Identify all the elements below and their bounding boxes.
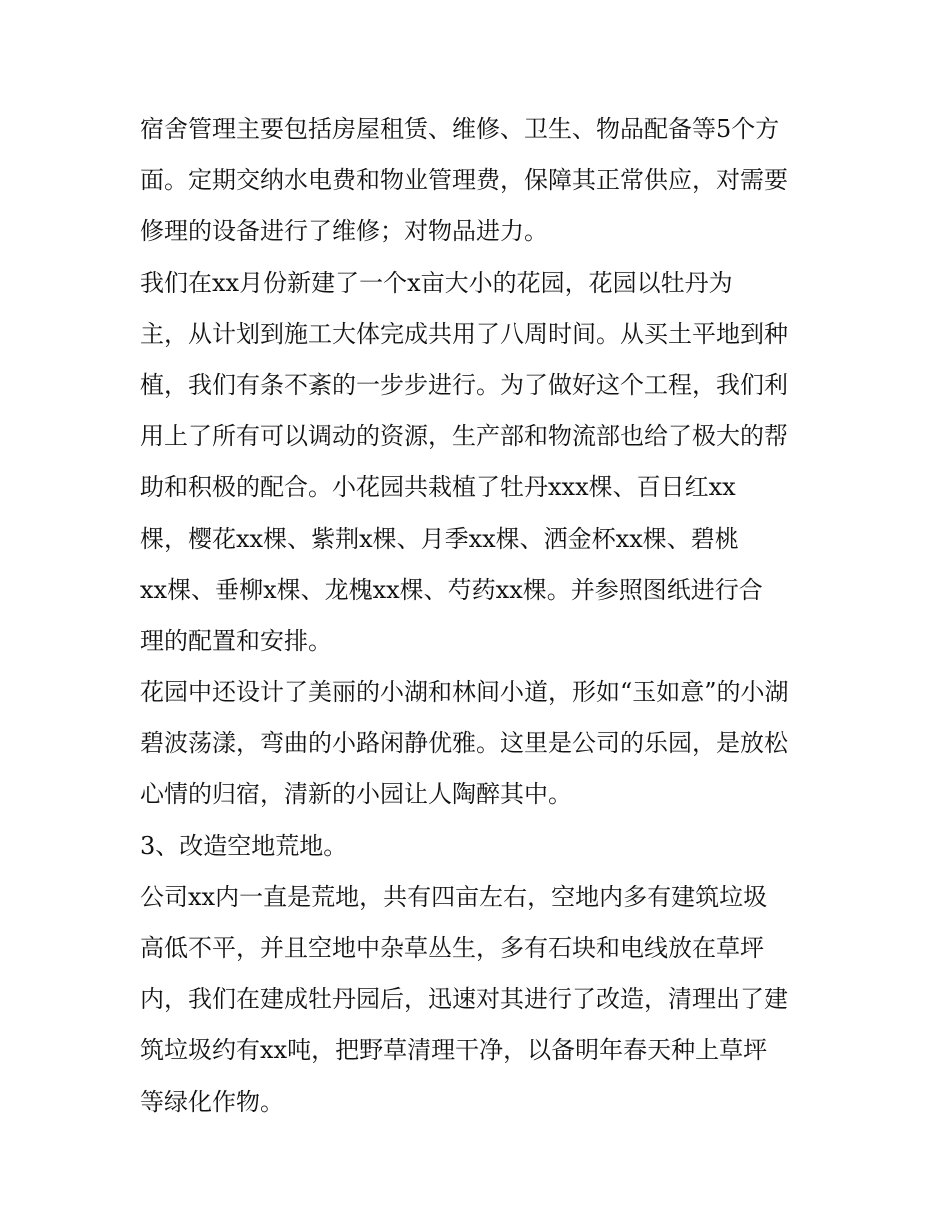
text-line: xx棵、垂柳x棵、龙槐xx棵、芍药xx棵。并参照图纸进行合: [140, 575, 763, 604]
text-line: 筑垃圾约有xx吨，把野草清理干净，以备明年春天种上草坪: [140, 1036, 768, 1065]
text-line: 理的配置和安排。: [140, 626, 332, 655]
text-line: 心情的归宿，清新的小园让人陶醉其中。: [140, 780, 572, 809]
text-line: 花园中还设计了美丽的小湖和林间小道，形如“玉如意”的小湖: [140, 678, 789, 707]
text-line: 高低不平，并且空地中杂草丛生，多有石块和电线放在草坪: [140, 934, 764, 962]
text-line: 我们在xx月份新建了一个x亩大小的花园，花园以牡丹为: [140, 268, 733, 297]
text-line: 公司xx内一直是荒地，共有四亩左右，空地内多有建筑垃圾: [140, 882, 768, 911]
text-line: 碧波荡漾，弯曲的小路闲静优雅。这里是公司的乐园，是放松: [140, 729, 788, 758]
text-line: 棵，樱花xx棵、紫荆x棵、月季xx棵、洒金杯xx棵、碧桃: [140, 524, 739, 553]
text-line: 用上了所有可以调动的资源，生产部和物流部也给了极大的帮: [140, 422, 788, 451]
text-line: 内，我们在建成牡丹园后，迅速对其进行了改造，清理出了建: [140, 985, 788, 1014]
text-line: 等绿化作物。: [140, 1087, 284, 1116]
text-line: 助和积极的配合。小花园共栽植了牡丹xxx棵、百日红xx: [140, 473, 736, 502]
text-line: 修理的设备进行了维修；对物品进力。: [140, 217, 548, 246]
text-line: 宿舍管理主要包括房屋租赁、维修、卫生、物品配备等5个方: [140, 115, 780, 143]
section-heading: 3、改造空地荒地。: [140, 831, 348, 860]
document-body: [140, 104, 820, 1128]
text-line: 面。定期交纳水电费和物业管理费，保障其正常供应，对需要: [140, 166, 788, 195]
text-line: 主，从计划到施工大体完成共用了八周时间。从买土平地到种: [140, 319, 788, 348]
text-line: 植，我们有条不紊的一步步进行。为了做好这个工程，我们利: [140, 370, 788, 399]
